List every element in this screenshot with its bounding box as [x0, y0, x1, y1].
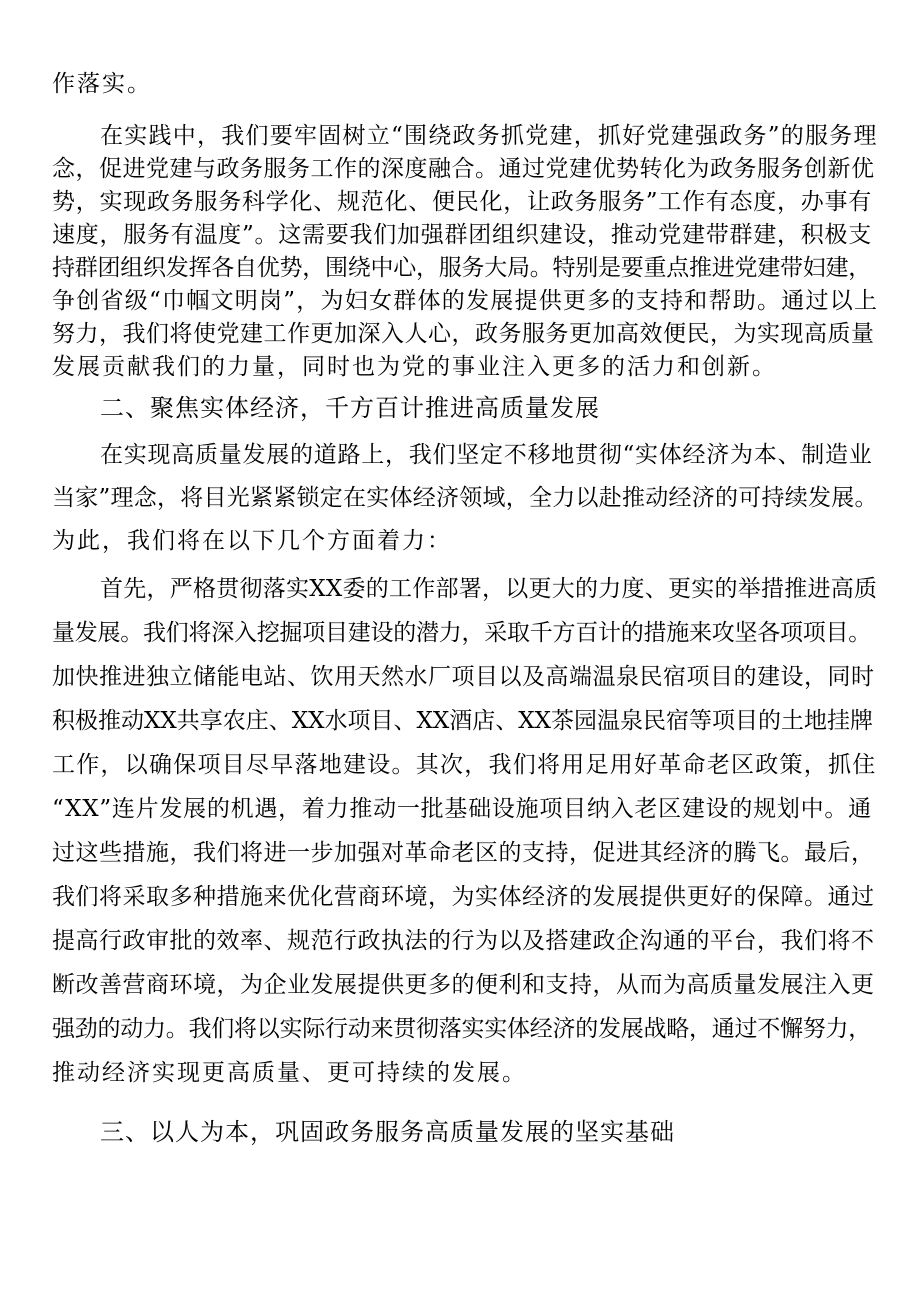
text-line: 为此，我们将在以下几个方面着力：: [52, 528, 452, 554]
text-line: 在实现高质量发展的道路上，我们坚定不移地贯彻“实体经济为本、制造业: [100, 442, 873, 468]
text-line: 当家”理念，将目光紧紧锁定在实体经济领域，全力以赴推动经济的可持续发展。: [52, 485, 878, 511]
section-heading-3: 三、以人为本，巩固政务服务高质量发展的坚实基础: [100, 1118, 675, 1146]
fragment-line: 作落实。: [52, 71, 152, 97]
text-line: 过这些措施，我们将进一步加强对革命老区的支持，促进其经济的腾飞。最后，: [52, 840, 875, 866]
text-line: 积极推动XX共享农庄、XX水项目、XX酒店、XX茶园温泉民宿等项目的土地挂牌: [52, 708, 873, 734]
text-line: 量发展。我们将深入挖掘项目建设的潜力，采取千方百计的措施来攻坚各项项目。: [52, 620, 871, 646]
text-line: “XX”连片发展的机遇，着力推动一批基础设施项目纳入老区建设的规划中。通: [52, 796, 872, 822]
text-line: 念，促进党建与政务服务工作的深度融合。通过党建优势转化为政务服务创新优: [52, 156, 875, 182]
section-heading-2: 二、聚焦实体经济，千方百计推进高质量发展: [100, 394, 600, 422]
text-line: 努力，我们将使党建工作更加深入人心，政务服务更加高效便民，为实现高质量: [52, 321, 875, 347]
text-line: 持群团组织发挥各自优势，围绕中心，服务大局。特别是要重点推进党建带妇建，: [52, 255, 871, 281]
text-line: 在实践中，我们要牢固树立“围绕政务抓党建，抓好党建强政务”的服务理: [100, 123, 878, 149]
text-line: 发展贡献我们的力量，同时也为党的事业注入更多的活力和创新。: [52, 354, 777, 380]
text-line: 工作，以确保项目尽早落地建设。其次，我们将用足用好革命老区政策，抓住: [52, 752, 877, 778]
text-line: 强劲的动力。我们将以实际行动来贯彻落实实体经济的发展战略，通过不懈努力，: [52, 1016, 871, 1042]
text-line: 提高行政审批的效率、规范行政执法的行为以及搭建政企沟通的平台，我们将不: [52, 928, 875, 954]
text-line: 速度，服务有温度”。这需要我们加强群团组织建设，推动党建带群建，积极支: [52, 222, 873, 248]
text-line: 势，实现政务服务科学化、规范化、便民化，让政务服务”工作有态度，办事有: [52, 189, 873, 215]
text-line: 加快推进独立储能电站、饮用天然水厂项目以及高端温泉民宿项目的建设，同时: [52, 664, 875, 690]
text-line: 首先，严格贯彻落实XX委的工作部署，以更大的力度、更实的举措推进高质: [100, 576, 878, 602]
text-line: 推动经济实现更高质量、更可持续的发展。: [52, 1060, 527, 1086]
text-line: 我们将采取多种措施来优化营商环境，为实体经济的发展提供更好的保障。通过: [52, 884, 875, 910]
text-line: 争创省级“巾帼文明岗”，为妇女群体的发展提供更多的支持和帮助。通过以上: [52, 288, 879, 314]
text-line: 断改善营商环境，为企业发展提供更多的便利和支持，从而为高质量发展注入更: [52, 972, 875, 998]
